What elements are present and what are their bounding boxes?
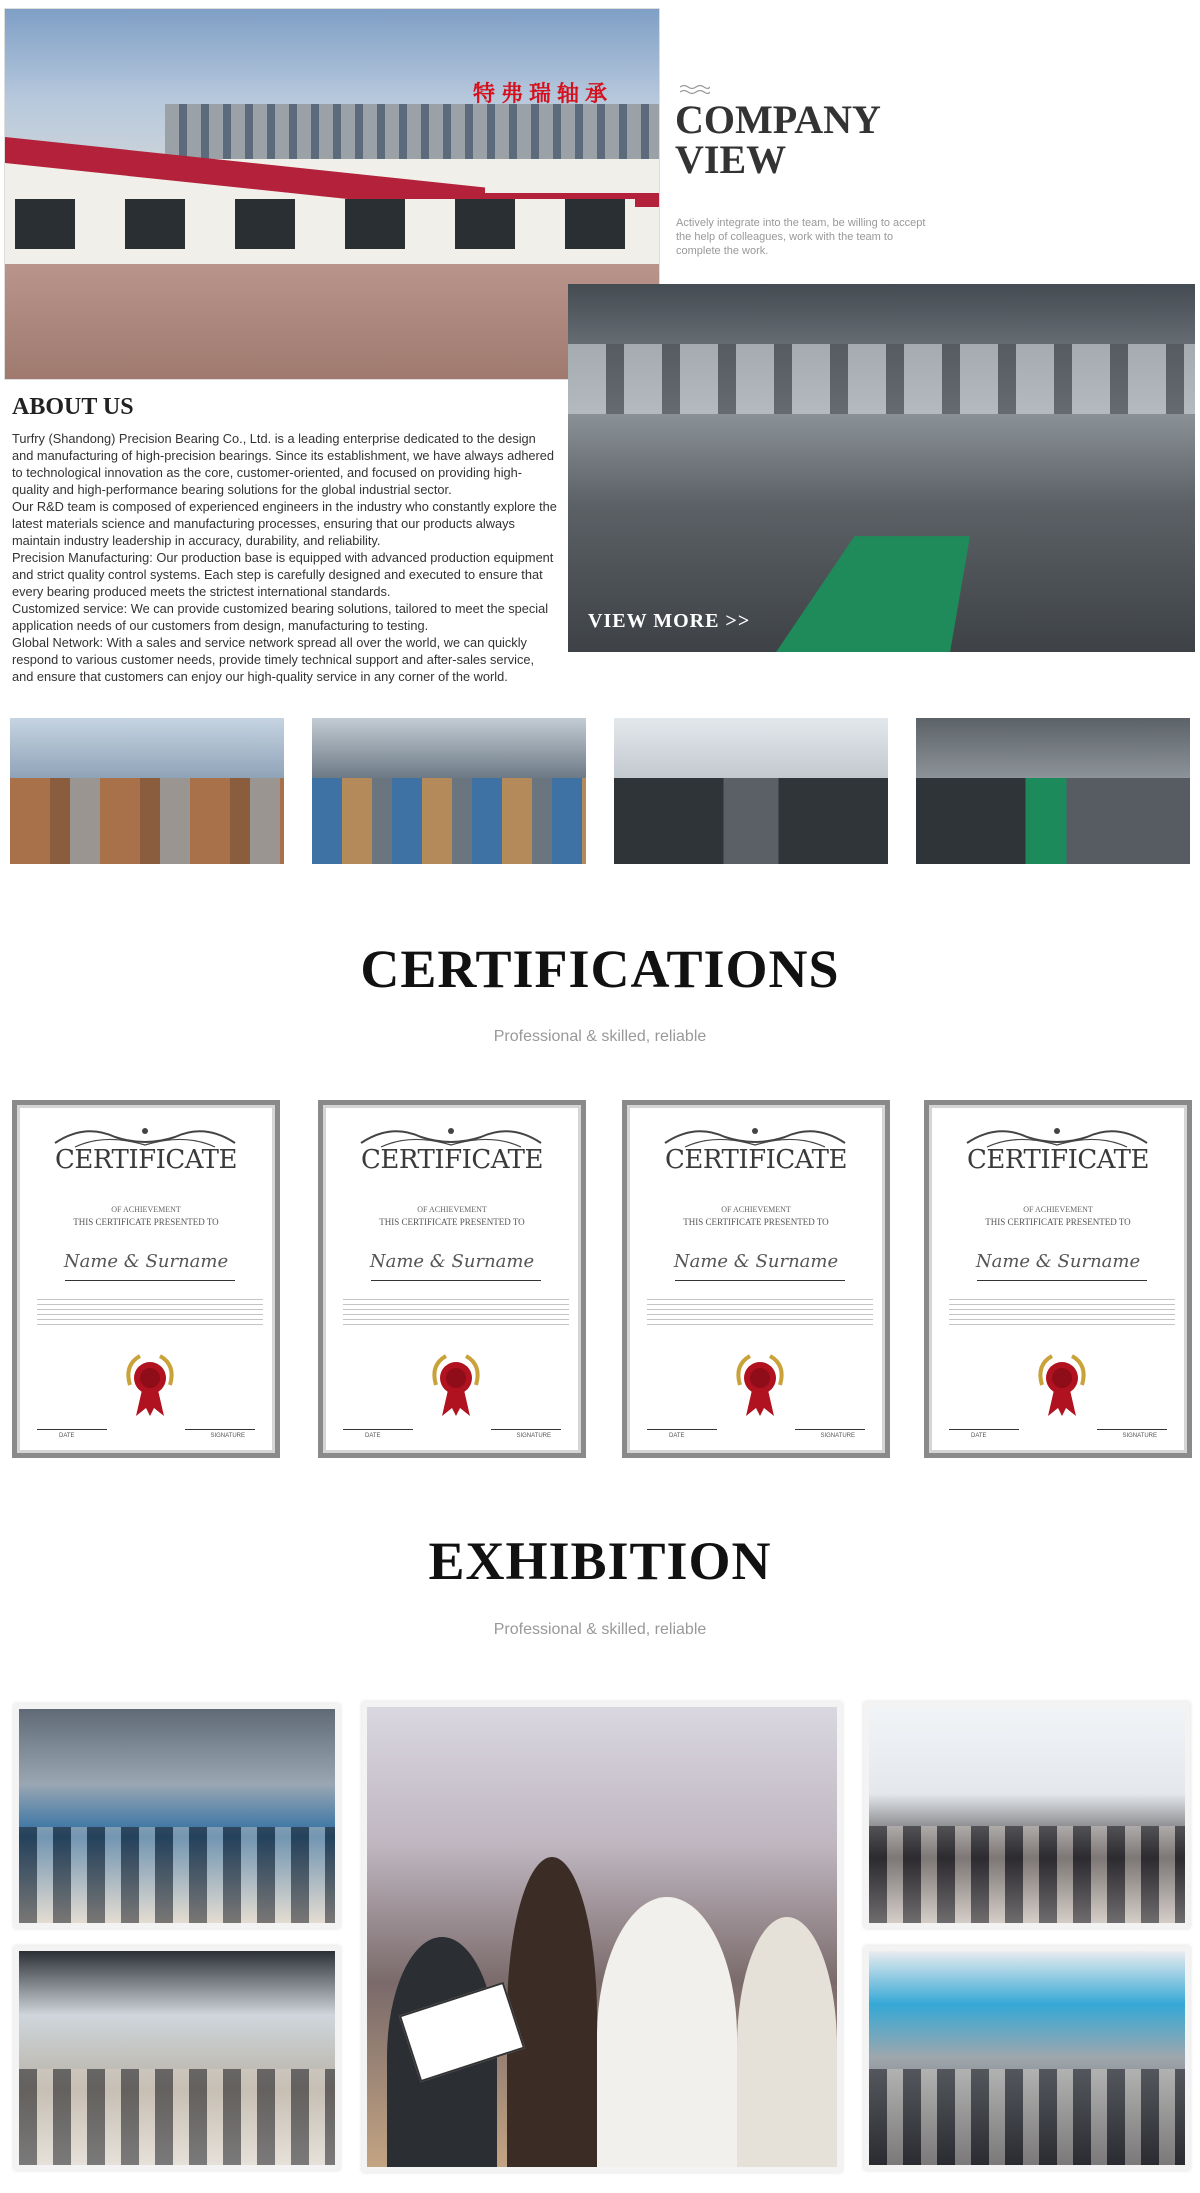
view-more-link[interactable]: VIEW MORE >> <box>588 610 751 632</box>
exhibition-photo-visitors <box>362 1702 842 2172</box>
signature-line <box>1097 1429 1167 1430</box>
certificate-of-achievement: OF ACHIEVEMENT <box>1023 1205 1093 1214</box>
certificate-presented-to: THIS CERTIFICATE PRESENTED TO <box>73 1217 219 1227</box>
exhibition-title: EXHIBITION <box>428 1531 772 1591</box>
certificate-presented-to: THIS CERTIFICATE PRESENTED TO <box>379 1217 525 1227</box>
divider <box>977 1280 1147 1281</box>
exhibition-photo-stand <box>864 1702 1190 1928</box>
divider <box>675 1280 845 1281</box>
wave-icon <box>680 84 710 96</box>
certificate-heading: CERTIFICATE <box>967 1145 1149 1175</box>
certificate-presented-to: THIS CERTIFICATE PRESENTED TO <box>985 1217 1131 1227</box>
date-line <box>343 1429 413 1430</box>
brick-courtyard <box>5 264 659 379</box>
certificate-name: Name & Surname <box>673 1251 839 1272</box>
exhibition-subtitle: Professional & skilled, reliable <box>493 1621 707 1638</box>
signature-line <box>185 1429 255 1430</box>
wax-seal-icon <box>426 1350 486 1420</box>
signature-label: SIGNATURE <box>820 1433 855 1439</box>
date-label: DATE <box>59 1433 75 1439</box>
certifications-title: CERTIFICATIONS <box>360 939 840 999</box>
date-label: DATE <box>365 1433 381 1439</box>
office-windows <box>15 199 635 249</box>
workshop-windows <box>568 344 1195 414</box>
warehouse-photo-1 <box>10 718 284 864</box>
workshop-photo-4 <box>916 718 1190 864</box>
factory-building-photo <box>4 8 660 380</box>
company-view-title-line1: COMPANY <box>675 97 881 142</box>
warehouse-photo-2 <box>312 718 586 864</box>
certificate-heading: CERTIFICATE <box>665 1145 847 1175</box>
exhibition-photo-hall <box>14 1704 340 1928</box>
wax-seal-icon <box>730 1350 790 1420</box>
green-walkway <box>768 536 970 652</box>
certificate-of-achievement: OF ACHIEVEMENT <box>417 1205 487 1214</box>
date-line <box>949 1429 1019 1430</box>
date-label: DATE <box>971 1433 987 1439</box>
certificate-heading: CERTIFICATE <box>361 1145 543 1175</box>
certificate-of-achievement: OF ACHIEVEMENT <box>721 1205 791 1214</box>
about-us-title: ABOUT US <box>12 394 134 420</box>
certificate-card <box>318 1100 586 1458</box>
date-line <box>37 1429 107 1430</box>
about-paragraph: Our R&D team is composed of experienced engineers in the industry who constantly explore the latest materials science and manufacturing processes, ensuring that our products always maintain industry leadership in accuracy, durability, and reliability. <box>12 499 557 548</box>
wax-seal-icon <box>120 1350 180 1420</box>
certificate-card <box>924 1100 1192 1458</box>
certificate-card <box>622 1100 890 1458</box>
company-view-title <box>675 97 881 182</box>
date-line <box>647 1429 717 1430</box>
date-label: DATE <box>669 1433 685 1439</box>
signature-label: SIGNATURE <box>210 1433 245 1439</box>
about-paragraph: Customized service: We can provide customized bearing solutions, tailored to meet the special application needs of our customers from design, manufacturing to testing. <box>12 601 549 633</box>
certificate-body-text <box>37 1295 263 1325</box>
certificate-heading: CERTIFICATE <box>55 1145 237 1175</box>
certificate-name: Name & Surname <box>975 1251 1141 1272</box>
company-view-title-line2: VIEW <box>675 137 787 182</box>
certificate-body-text <box>647 1295 873 1325</box>
signature-label: SIGNATURE <box>516 1433 551 1439</box>
certifications-subtitle: Professional & skilled, reliable <box>493 1028 707 1045</box>
divider <box>65 1280 235 1281</box>
certificate-presented-to: THIS CERTIFICATE PRESENTED TO <box>683 1217 829 1227</box>
signature-line <box>795 1429 865 1430</box>
workshop-photo <box>568 284 1195 652</box>
certificate-card <box>12 1100 280 1458</box>
workshop-photo-3 <box>614 718 888 864</box>
about-paragraph: Global Network: With a sales and service network spread all over the world, we can quickly respond to various customer needs, provide timely technical support and after-sales service, and ensure that customers can enjoy our high-quality service in any corner of the world. <box>12 635 535 684</box>
certificate-of-achievement: OF ACHIEVEMENT <box>111 1205 181 1214</box>
certificate-body-text <box>343 1295 569 1325</box>
about-paragraph: Turfry (Shandong) Precision Bearing Co., Ltd. is a leading enterprise dedicated to the design and manufacturing of high-precision bearings. Since its establishment, we have always adhered to technological innovation as the core, customer-oriented, and focused on providing high-quality and high-performance bearing solutions for the global industrial sector. <box>12 431 555 497</box>
exhibition-photo-booths <box>14 1946 340 2170</box>
company-view-description: Actively integrate into the team, be willing to accept the help of colleagues, work with the team to complete the work. <box>676 217 926 257</box>
signature-label: SIGNATURE <box>1122 1433 1157 1439</box>
exhibition-photo-crowd <box>864 1946 1190 2170</box>
certificate-body-text <box>949 1295 1175 1325</box>
certificate-name: Name & Surname <box>63 1251 229 1272</box>
about-paragraph: Precision Manufacturing: Our production base is equipped with advanced production equipment and strict quality control systems. Each step is carefully designed and executed to ensure that every bearing produced meets the strictest international standards. <box>12 550 554 599</box>
wax-seal-icon <box>1032 1350 1092 1420</box>
about-us-text <box>12 430 557 685</box>
certificate-name: Name & Surname <box>369 1251 535 1272</box>
signature-line <box>491 1429 561 1430</box>
building-sign: 特弗瑞轴承 <box>473 82 614 107</box>
divider <box>371 1280 541 1281</box>
